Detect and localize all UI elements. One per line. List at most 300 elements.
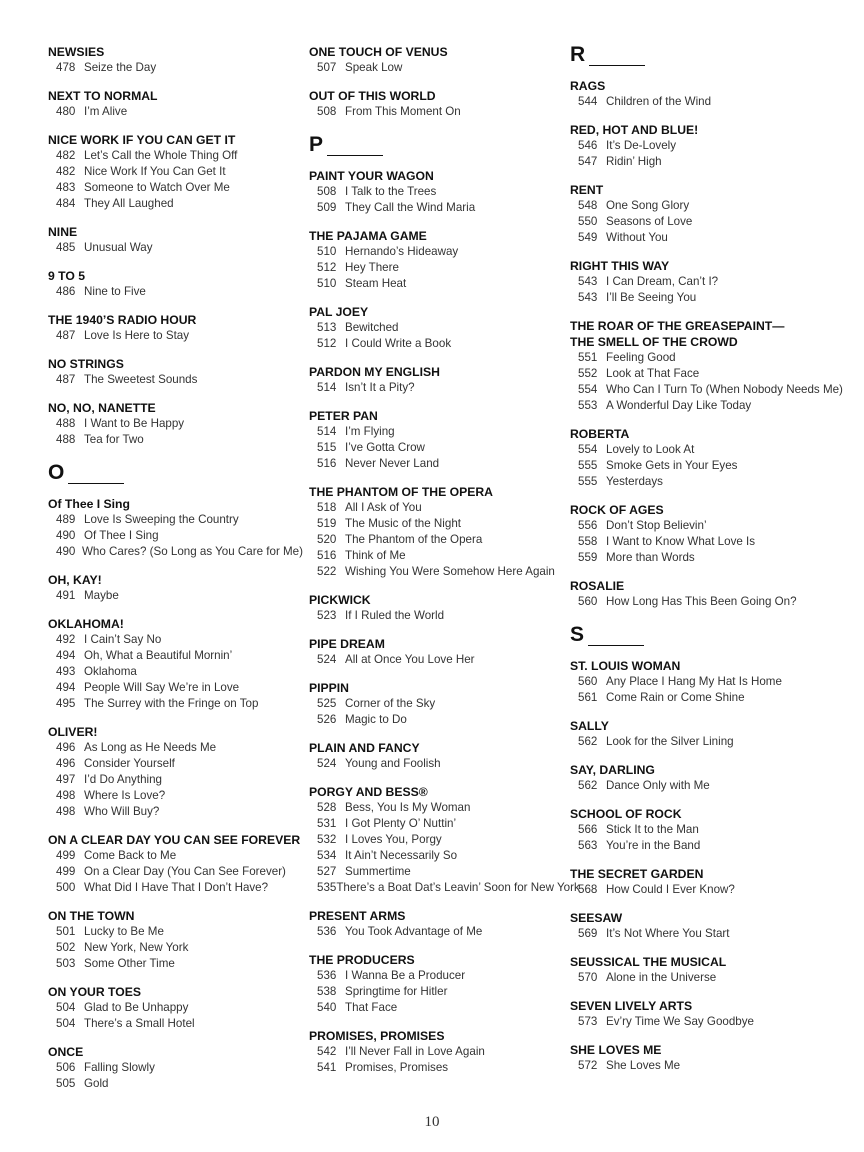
song-row [570, 382, 860, 398]
song-row [570, 442, 860, 458]
song-title: Young and Foolish [345, 757, 441, 770]
song-row [309, 1000, 567, 1016]
show-entry [309, 484, 567, 580]
song-title: Consider Yourself [84, 757, 175, 770]
show-title: PAINT YOUR WAGON [309, 169, 434, 183]
song-title: Of Thee I Sing [84, 529, 159, 542]
song-page-number: 568 [578, 883, 598, 896]
song-page-number: 531 [317, 817, 337, 830]
letter-heading-rule [327, 153, 383, 156]
song-title: I’m Flying [345, 425, 395, 438]
show-entry [309, 364, 567, 396]
song-page-number: 516 [317, 549, 337, 562]
song-page-number: 527 [317, 865, 337, 878]
song-page-number: 566 [578, 823, 598, 836]
song-page-number: 498 [56, 805, 76, 818]
song-page-number: 562 [578, 735, 598, 748]
song-row [48, 804, 303, 820]
show-entry [570, 998, 860, 1030]
show-title: THE ROAR OF THE GREASEPAINT— [570, 319, 785, 333]
song-title: I’ll Never Fall in Love Again [345, 1045, 485, 1058]
show-entry [570, 718, 860, 750]
song-title: Promises, Promises [345, 1061, 449, 1074]
song-page-number: 549 [578, 231, 598, 244]
song-page-number: 494 [56, 681, 76, 694]
show-entry [570, 806, 860, 854]
song-row [570, 518, 860, 534]
show-title: PICKWICK [309, 593, 371, 607]
song-page-number: 520 [317, 533, 337, 546]
song-page-number: 554 [578, 383, 598, 396]
song-page-number: 499 [56, 865, 76, 878]
song-title: Someone to Watch Over Me [84, 181, 230, 194]
song-title: It Ain’t Necessarily So [345, 849, 458, 862]
song-title: Springtime for Hitler [345, 985, 448, 998]
song-row [570, 214, 860, 230]
song-row [309, 1060, 567, 1076]
show-title: NEWSIES [48, 45, 105, 59]
song-page-number: 496 [56, 757, 76, 770]
song-row [48, 164, 303, 180]
song-row [309, 984, 567, 1000]
song-title: Any Place I Hang My Hat Is Home [606, 675, 782, 688]
song-row [570, 458, 860, 474]
song-page-number: 560 [578, 595, 598, 608]
song-title: The Music of the Night [345, 517, 461, 530]
show-entry [48, 132, 303, 212]
show-entry [48, 908, 303, 972]
song-title: Wishing You Were Somehow Here Again [345, 565, 555, 578]
show-title: THE PAJAMA GAME [309, 229, 427, 243]
show-entry [570, 426, 860, 490]
song-row [309, 104, 567, 120]
song-page-number: 493 [56, 665, 76, 678]
song-row [48, 512, 303, 528]
song-page-number: 484 [56, 197, 76, 210]
song-page-number: 528 [317, 801, 337, 814]
show-title: SAY, DARLING [570, 763, 655, 777]
song-title: I’ll Be Seeing You [606, 291, 697, 304]
show-entry [570, 910, 860, 942]
show-title: PIPPIN [309, 681, 349, 695]
song-page-number: 504 [56, 1017, 76, 1030]
song-title: I Can Dream, Can’t I? [606, 275, 719, 288]
show-entry [570, 762, 860, 794]
song-row [570, 822, 860, 838]
song-title: Where Is Love? [84, 789, 166, 802]
show-entry [309, 168, 567, 216]
song-row [570, 734, 860, 750]
show-entry [309, 952, 567, 1016]
show-title: ONE TOUCH OF VENUS [309, 45, 448, 59]
song-row [309, 816, 567, 832]
song-title: Some Other Time [84, 957, 175, 970]
show-title: NICE WORK IF YOU CAN GET IT [48, 133, 236, 147]
song-row [570, 1014, 860, 1030]
song-row [570, 550, 860, 566]
song-title: Stick It to the Man [606, 823, 699, 836]
song-title: From This Moment On [345, 105, 461, 118]
show-entry [570, 954, 860, 986]
show-title: PORGY AND BESS® [309, 785, 428, 799]
song-title: People Will Say We’re in Love [84, 681, 240, 694]
song-page-number: 542 [317, 1045, 337, 1058]
song-row [309, 276, 567, 292]
song-title: I Loves You, Porgy [345, 833, 442, 846]
song-row [309, 924, 567, 940]
song-page-number: 500 [56, 881, 76, 894]
show-title: SHE LOVES ME [570, 1043, 662, 1057]
song-title: More than Words [606, 551, 695, 564]
show-title: ROSALIE [570, 579, 625, 593]
song-title: Maybe [84, 589, 119, 602]
song-row [48, 284, 303, 300]
song-title: I Want to Know What Love Is [606, 535, 756, 548]
song-row [309, 548, 567, 564]
show-title: OKLAHOMA! [48, 617, 124, 631]
song-title: I Wanna Be a Producer [345, 969, 466, 982]
song-title: Ev’ry Time We Say Goodbye [606, 1015, 754, 1028]
show-title: ON YOUR TOES [48, 985, 142, 999]
show-entry [48, 832, 303, 896]
show-entry [309, 1028, 567, 1076]
song-page-number: 518 [317, 501, 337, 514]
show-title: ST. LOUIS WOMAN [570, 659, 681, 673]
song-page-number: 535 [317, 881, 337, 894]
song-row [570, 882, 860, 898]
song-page-number: 495 [56, 697, 76, 710]
song-title: Who Can I Turn To (When Nobody Needs Me) [606, 383, 843, 396]
song-page-number: 541 [317, 1061, 337, 1074]
letter-heading-rule [68, 481, 124, 484]
song-page-number: 501 [56, 925, 76, 938]
song-title: Bewitched [345, 321, 399, 334]
song-title: You’re in the Band [606, 839, 701, 852]
show-title: NEXT TO NORMAL [48, 89, 158, 103]
song-row [48, 680, 303, 696]
song-page-number: 490 [56, 545, 76, 558]
song-row [309, 320, 567, 336]
song-row [48, 1060, 303, 1076]
song-row [48, 180, 303, 196]
song-page-number: 516 [317, 457, 337, 470]
show-title: Of Thee I Sing [48, 497, 130, 511]
song-row [570, 366, 860, 382]
song-page-number: 534 [317, 849, 337, 862]
song-page-number: 543 [578, 275, 598, 288]
song-row [48, 148, 303, 164]
song-page-number: 555 [578, 475, 598, 488]
song-page-number: 525 [317, 697, 337, 710]
song-row [48, 1076, 303, 1092]
song-row [309, 564, 567, 580]
song-title: Who Will Buy? [84, 805, 160, 818]
song-row [48, 880, 303, 896]
song-page-number: 498 [56, 789, 76, 802]
song-page-number: 552 [578, 367, 598, 380]
song-row [48, 940, 303, 956]
song-page-number: 513 [317, 321, 337, 334]
song-title: They All Laughed [84, 197, 174, 210]
song-title: They Call the Wind Maria [345, 201, 476, 214]
song-page-number: 550 [578, 215, 598, 228]
show-entry [48, 44, 303, 76]
song-page-number: 487 [56, 373, 76, 386]
song-title: Hernando’s Hideaway [345, 245, 459, 258]
song-title: I Talk to the Trees [345, 185, 437, 198]
song-page-number: 485 [56, 241, 76, 254]
song-row [309, 184, 567, 200]
song-row [48, 788, 303, 804]
song-title: Ridin’ High [606, 155, 662, 168]
song-row [309, 880, 580, 896]
song-row [48, 416, 303, 432]
song-row [309, 1044, 567, 1060]
show-entry [570, 866, 860, 898]
song-title: Oklahoma [84, 665, 137, 678]
show-title: SEESAW [570, 911, 623, 925]
song-row [48, 240, 303, 256]
song-title: On a Clear Day (You Can See Forever) [84, 865, 286, 878]
song-row [309, 424, 567, 440]
song-row [48, 544, 303, 560]
song-row [48, 528, 303, 544]
show-title: SCHOOL OF ROCK [570, 807, 682, 821]
song-title: There’s a Small Hotel [84, 1017, 195, 1030]
show-title: RED, HOT AND BLUE! [570, 123, 699, 137]
song-title: Summertime [345, 865, 411, 878]
song-page-number: 548 [578, 199, 598, 212]
show-entry [570, 122, 860, 170]
song-row [570, 674, 860, 690]
song-page-number: 503 [56, 957, 76, 970]
song-title: I Got Plenty O’ Nuttin’ [345, 817, 457, 830]
song-page-number: 551 [578, 351, 598, 364]
song-page-number: 512 [317, 261, 337, 274]
song-row [570, 138, 860, 154]
show-entry [48, 88, 303, 120]
show-entry [309, 228, 567, 292]
show-entry [48, 268, 303, 300]
song-page-number: 480 [56, 105, 76, 118]
song-title: She Loves Me [606, 1059, 681, 1072]
song-row [309, 756, 567, 772]
song-row [309, 456, 567, 472]
song-page-number: 555 [578, 459, 598, 472]
show-entry [48, 400, 303, 448]
song-page-number: 563 [578, 839, 598, 852]
song-title: All I Ask of You [345, 501, 422, 514]
song-row [309, 500, 567, 516]
song-page-number: 523 [317, 609, 337, 622]
show-entry [309, 44, 567, 76]
show-entry [48, 224, 303, 256]
song-row [309, 244, 567, 260]
song-page-number: 497 [56, 773, 76, 786]
song-page-number: 499 [56, 849, 76, 862]
song-title: Magic to Do [345, 713, 407, 726]
song-row [48, 372, 303, 388]
show-entry [309, 88, 567, 120]
show-title: PIPE DREAM [309, 637, 385, 651]
letter-heading-text: O [48, 461, 65, 484]
song-row [570, 290, 860, 306]
song-title: Falling Slowly [84, 1061, 155, 1074]
song-row [309, 608, 567, 624]
song-row [48, 632, 303, 648]
show-entry [309, 680, 567, 728]
song-title: Steam Heat [345, 277, 407, 290]
song-title: Hey There [345, 261, 399, 274]
song-title: I Want to Be Happy [84, 417, 185, 430]
song-page-number: 556 [578, 519, 598, 532]
song-page-number: 505 [56, 1077, 76, 1090]
song-page-number: 519 [317, 517, 337, 530]
song-title: Never Never Land [345, 457, 440, 470]
song-title: Alone in the Universe [606, 971, 717, 984]
song-page-number: 515 [317, 441, 337, 454]
song-title: New York, New York [84, 941, 189, 954]
show-title: PETER PAN [309, 409, 378, 423]
song-title: Seasons of Love [606, 215, 693, 228]
song-page-number: 509 [317, 201, 337, 214]
song-row [48, 956, 303, 972]
song-row [570, 274, 860, 290]
song-title: One Song Glory [606, 199, 690, 212]
song-row [570, 970, 860, 986]
song-title: Think of Me [345, 549, 406, 562]
show-title: OLIVER! [48, 725, 98, 739]
show-title: THE SECRET GARDEN [570, 867, 704, 881]
show-title: PRESENT ARMS [309, 909, 406, 923]
song-row [48, 772, 303, 788]
song-row [309, 800, 567, 816]
song-title: Gold [84, 1077, 109, 1090]
song-page-number: 482 [56, 149, 76, 162]
song-title: Speak Low [345, 61, 403, 74]
song-title: Bess, You Is My Woman [345, 801, 471, 814]
show-title: NO, NO, NANETTE [48, 401, 156, 415]
show-title: NO STRINGS [48, 357, 124, 371]
show-entry [309, 636, 567, 668]
song-row [570, 94, 860, 110]
song-row [570, 594, 860, 610]
show-entry [309, 908, 567, 940]
song-page-number: 547 [578, 155, 598, 168]
song-page-number: 544 [578, 95, 598, 108]
song-row [570, 474, 860, 490]
song-page-number: 524 [317, 757, 337, 770]
song-page-number: 562 [578, 779, 598, 792]
show-entry [48, 496, 303, 560]
song-row [570, 778, 860, 794]
song-row [309, 380, 567, 396]
song-page-number: 512 [317, 337, 337, 350]
song-title: I’m Alive [84, 105, 128, 118]
show-entry [570, 502, 860, 566]
song-title: Let’s Call the Whole Thing Off [84, 149, 238, 162]
song-title: Unusual Way [84, 241, 153, 254]
song-row [309, 696, 567, 712]
song-row [48, 664, 303, 680]
song-row [309, 712, 567, 728]
show-title: PLAIN AND FANCY [309, 741, 420, 755]
show-entry [48, 1044, 303, 1092]
show-entry [48, 312, 303, 344]
show-title: PROMISES, PROMISES [309, 1029, 445, 1043]
song-title: Smoke Gets in Your Eyes [606, 459, 738, 472]
song-row [48, 1000, 303, 1016]
song-title: Tea for Two [84, 433, 144, 446]
song-page-number: 540 [317, 1001, 337, 1014]
show-title: SEVEN LIVELY ARTS [570, 999, 693, 1013]
song-page-number: 489 [56, 513, 76, 526]
song-row [309, 260, 567, 276]
song-title: What Did I Have That I Don’t Have? [84, 881, 269, 894]
song-title: Lovely to Look At [606, 443, 695, 456]
letter-heading [309, 134, 567, 156]
song-row [48, 104, 303, 120]
song-title: As Long as He Needs Me [84, 741, 217, 754]
show-entry [309, 304, 567, 352]
index-column-2 [309, 44, 580, 1088]
song-title: Look for the Silver Lining [606, 735, 734, 748]
song-title: Without You [606, 231, 668, 244]
song-page-number: 524 [317, 653, 337, 666]
song-page-number: 478 [56, 61, 76, 74]
song-page-number: 487 [56, 329, 76, 342]
song-row [570, 230, 860, 246]
song-page-number: 506 [56, 1061, 76, 1074]
show-entry [309, 784, 580, 896]
song-title: Love Is Sweeping the Country [84, 513, 239, 526]
show-entry [570, 578, 860, 610]
song-page-number: 483 [56, 181, 76, 194]
show-title: ROCK OF AGES [570, 503, 664, 517]
song-page-number: 514 [317, 381, 337, 394]
show-entry [570, 1042, 860, 1074]
song-page-number: 526 [317, 713, 337, 726]
song-title: How Could I Ever Know? [606, 883, 735, 896]
song-page-number: 488 [56, 417, 76, 430]
song-title: Love Is Here to Stay [84, 329, 190, 342]
song-page-number: 536 [317, 969, 337, 982]
song-row [48, 1016, 303, 1032]
letter-heading-text: R [570, 43, 586, 66]
song-title: Nine to Five [84, 285, 146, 298]
song-title: Don’t Stop Believin’ [606, 519, 707, 532]
letter-heading-text: S [570, 623, 585, 646]
song-page-number: 532 [317, 833, 337, 846]
song-title: I’ve Gotta Crow [345, 441, 425, 454]
song-row [570, 398, 860, 414]
show-entry [570, 258, 860, 306]
song-page-number: 514 [317, 425, 337, 438]
show-title: OH, KAY! [48, 573, 102, 587]
show-entry [570, 182, 860, 246]
song-row [570, 198, 860, 214]
song-title: That Face [345, 1001, 398, 1014]
show-title: RENT [570, 183, 604, 197]
page-number: 10 [424, 1114, 440, 1130]
show-entry [48, 616, 303, 712]
song-page-number: 554 [578, 443, 598, 456]
index-column-1 [48, 44, 303, 1104]
song-page-number: 569 [578, 927, 598, 940]
song-title: Feeling Good [606, 351, 676, 364]
song-page-number: 560 [578, 675, 598, 688]
song-row [570, 534, 860, 550]
